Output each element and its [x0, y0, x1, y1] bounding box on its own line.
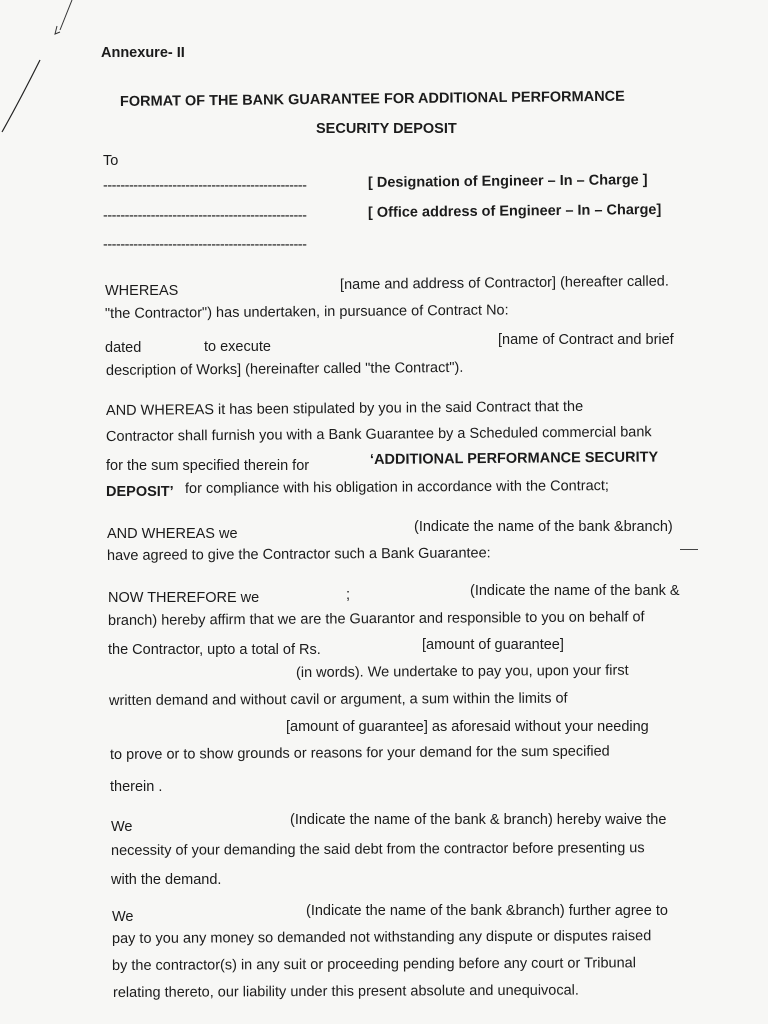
- now-therefore-line-7: to prove or to show grounds or reasons for your demand for the sum specified: [109, 743, 610, 763]
- and-whereas-1-line-1: AND WHEREAS it has been stipulated by you in the said Contract that the: [105, 398, 584, 419]
- now-therefore-line-8: therein .: [110, 779, 163, 795]
- stray-mark: [680, 549, 698, 550]
- waive-line-2: necessity of your demanding the said debt from the contractor before presenting us: [110, 840, 645, 859]
- address-dashes-2: -----------------------------------------------: [103, 208, 307, 224]
- document-title-line-2: SECURITY DEPOSIT: [316, 121, 457, 137]
- and-whereas-2-line-2: have agreed to give the Contractor such a Bank Guarantee:: [106, 545, 491, 564]
- now-therefore-semicolon: ;: [346, 587, 351, 603]
- further-line-2: pay to you any money so demanded not withstanding any dispute or disputes raised: [111, 928, 652, 947]
- and-whereas-1-line-3: for the sum specified therein for: [106, 458, 310, 474]
- and-whereas-1-line-2: Contractor shall furnish you with a Bank Guarantee by a Scheduled commercial bank: [105, 424, 652, 445]
- contractor-name-placeholder: [name and address of Contractor] (hereafter called.: [339, 273, 669, 293]
- dated-label: dated: [105, 340, 142, 356]
- and-whereas-1-line-4: for compliance with his obligation in accordance with the Contract;: [184, 478, 609, 497]
- now-therefore-line-2: branch) hereby affirm that we are the Guarantor and responsible to you on behalf of: [107, 609, 645, 629]
- annexure-label: Annexure- II: [101, 45, 185, 61]
- office-address-placeholder: [ Office address of Engineer – In – Charge]: [367, 201, 662, 221]
- scan-edge-mark: [0, 0, 80, 150]
- deposit-term: DEPOSIT’: [106, 484, 174, 500]
- whereas-line-2: "the Contractor") has undertaken, in pursuance of Contract No:: [104, 302, 509, 322]
- waive-line-3: with the demand.: [111, 872, 222, 888]
- amount-placeholder-1: [amount of guarantee]: [422, 637, 564, 653]
- waive-we-label: We: [111, 819, 133, 835]
- address-dashes-3: -----------------------------------------------: [103, 237, 307, 253]
- whereas-line-4: description of Works] (hereinafter called "the Contract").: [105, 359, 464, 379]
- to-execute-label: to execute: [204, 339, 271, 355]
- now-therefore-line-3: the Contractor, upto a total of Rs.: [108, 642, 321, 658]
- now-therefore-line-4: (in words). We undertake to pay you, upon your first: [295, 662, 629, 681]
- designation-placeholder: [ Designation of Engineer – In – Charge ]: [367, 172, 648, 191]
- waive-line-1: (Indicate the name of the bank & branch) hereby waive the: [290, 812, 667, 828]
- further-line-4: relating thereto, our liability under this present absolute and unequivocal.: [112, 982, 579, 1001]
- contract-name-placeholder: [name of Contract and brief: [498, 332, 674, 348]
- bank-name-placeholder-2: (Indicate the name of the bank &: [470, 583, 680, 599]
- amount-placeholder-2: [amount of guarantee] as aforesaid without your needing: [286, 719, 649, 735]
- additional-security-term: ‘ADDITIONAL PERFORMANCE SECURITY: [369, 449, 659, 468]
- bank-name-placeholder-1: (Indicate the name of the bank &branch): [414, 519, 673, 535]
- further-line-3: by the contractor(s) in any suit or proceeding pending before any court or Tribunal: [111, 955, 636, 974]
- whereas-label: WHEREAS: [105, 283, 179, 299]
- further-we-label: We: [112, 909, 134, 925]
- address-dashes-1: -----------------------------------------------: [103, 178, 307, 194]
- further-line-1: (Indicate the name of the bank &branch) further agree to: [306, 903, 668, 919]
- now-therefore-label: NOW THEREFORE we: [108, 590, 260, 606]
- document-title-line-1: FORMAT OF THE BANK GUARANTEE FOR ADDITIONAL PERFORMANCE: [119, 88, 625, 110]
- now-therefore-line-5: written demand and without cavil or argument, a sum within the limits of: [108, 690, 568, 709]
- and-whereas-2-label: AND WHEREAS we: [107, 526, 238, 542]
- to-label: To: [103, 153, 119, 169]
